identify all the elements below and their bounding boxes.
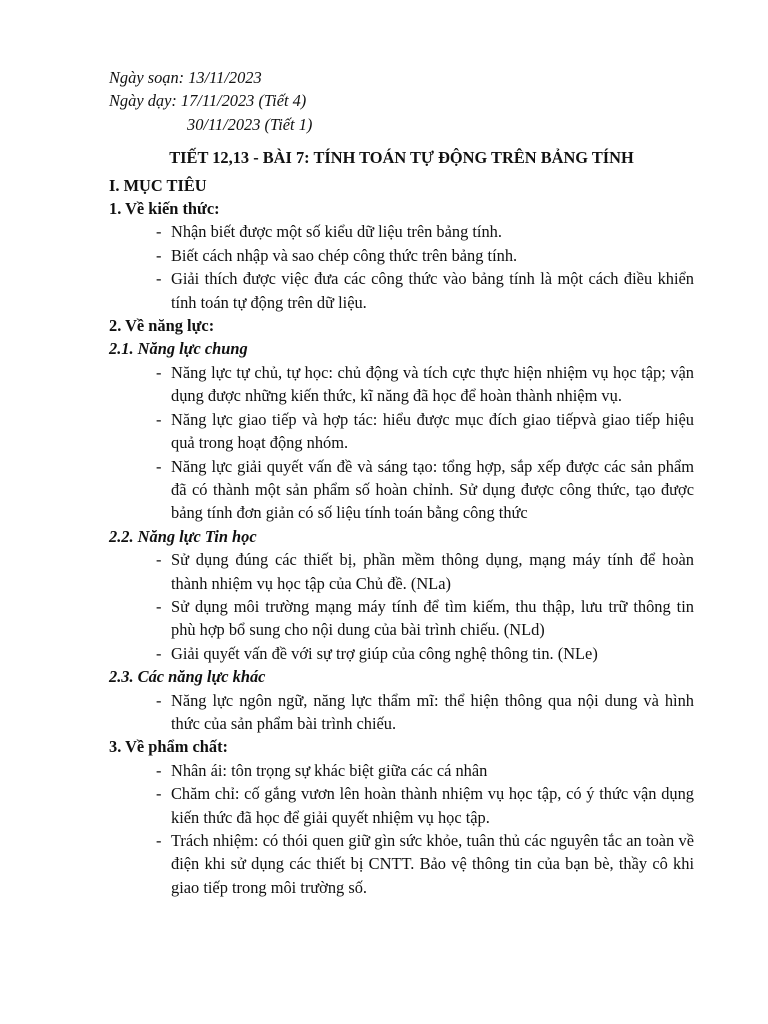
list-item [109,782,694,829]
heading-knowledge: 1. Về kiến thức: [109,199,220,219]
list-item [109,244,694,267]
list-item [109,595,694,642]
list-item-text: Sử dụng đúng các thiết bị, phần mềm thông dụng, mạng máy tính để hoàn thành nhiệm vụ học tập của Chủ đề. (NLa) [171,550,694,593]
list-item-text: Biết cách nhập và sao chép công thức trên bảng tính. [171,245,518,265]
bullet-dash: - [156,831,162,850]
list-item [109,408,694,455]
bullet-dash: - [156,690,162,710]
bullet-dash: - [156,456,162,476]
lesson-title: TIẾT 12,13 - BÀI 7: TÍNH TOÁN TỰ ĐỘNG TRÊN BẢNG TÍNH [169,148,634,168]
general-competence-list [109,361,694,525]
heading-general-competence: 2.1. Năng lực chung [109,339,248,359]
list-item-text: Năng lực giao tiếp và hợp tác: hiểu được mục đích giao tiếpvà giao tiếp hiệu quả trong hoạt động nhóm. [171,409,694,453]
bullet-dash: - [156,269,162,289]
bullet-dash: - [156,596,162,616]
list-item-text: Giải quyết vấn đề với sự trợ giúp của công nghệ thông tin. (NLe) [171,643,598,663]
heading-quality: 3. Về phẩm chất: [109,737,228,757]
list-item-text: Năng lực giải quyết vấn đề và sáng tạo: tổng hợp, sắp xếp được các sản phẩm đã có thành một sản phẩm số hoàn chỉnh. Sử dụng được công thức, tạo được bảng tính đơn giản có số liệu tính toán bằng công thức [171,456,694,523]
section-heading-objectives: I. MỤC TIÊU [109,175,207,195]
list-item [109,548,694,595]
bullet-dash: - [156,643,162,663]
teach-date: Ngày dạy: 17/11/2023 (Tiết 4) [109,91,307,111]
list-item [109,689,694,736]
list-item-text: Chăm chỉ: cố gắng vươn lên hoàn thành nhiệm vụ học tập, có ý thức vận dụng kiến thức đã học để giải quyết nhiệm vụ học tập. [171,784,694,827]
list-item-text: Năng lực ngôn ngữ, năng lực thẩm mĩ: thể hiện thông qua nội dung và hình thức của sản phẩm bài trình chiếu. [171,690,694,733]
list-item [109,361,694,408]
bullet-dash: - [156,409,162,429]
list-item [109,220,694,243]
other-competence-list [109,689,694,736]
list-item-text: Nhân ái: tôn trọng sự khác biệt giữa các cá nhân [171,760,488,780]
heading-informatics-competence: 2.2. Năng lực Tin học [109,526,257,546]
bullet-dash: - [156,222,162,242]
list-item [109,759,694,782]
list-item [109,829,694,899]
list-item [109,455,694,525]
prep-date: Ngày soạn: 13/11/2023 [109,68,262,87]
list-item-text: Giải thích được việc đưa các công thức vào bảng tính là một cách điều khiển tính toán tự động trên dữ liệu. [171,269,694,312]
bullet-dash: - [156,362,162,382]
bullet-dash: - [156,245,162,265]
teach-date-second: 30/11/2023 (Tiết 1) [187,114,313,134]
list-item [109,642,694,665]
list-item-text: Sử dụng môi trường mạng máy tính để tìm kiếm, thu thập, lưu trữ thông tin phù hợp bổ sung cho nội dung của bài trình chiếu. (NLd) [171,596,694,640]
knowledge-list [109,220,694,314]
bullet-dash: - [156,550,162,570]
heading-competence: 2. Về năng lực: [109,316,215,336]
heading-other-competence: 2.3. Các năng lực khác [109,667,266,687]
list-item-text: Nhận biết được một số kiểu dữ liệu trên bảng tính. [171,222,502,242]
list-item [109,267,694,314]
list-item-text: Trách nhiệm: có thói quen giữ gìn sức khỏe, tuân thủ các nguyên tắc an toàn về điện khi sử dụng các thiết bị CNTT. Bảo vệ thông tin của bạn bè, thầy cô khi giao tiếp trong môi trường số. [171,831,694,897]
informatics-competence-list [109,548,694,665]
bullet-dash: - [156,784,162,804]
list-item-text: Năng lực tự chủ, tự học: chủ động và tích cực thực hiện nhiệm vụ học tập; vận dụng được những kiến thức, kĩ năng đã học để hoàn thành nhiệm vụ. [171,362,694,406]
bullet-dash: - [156,760,162,780]
quality-list [109,759,694,899]
